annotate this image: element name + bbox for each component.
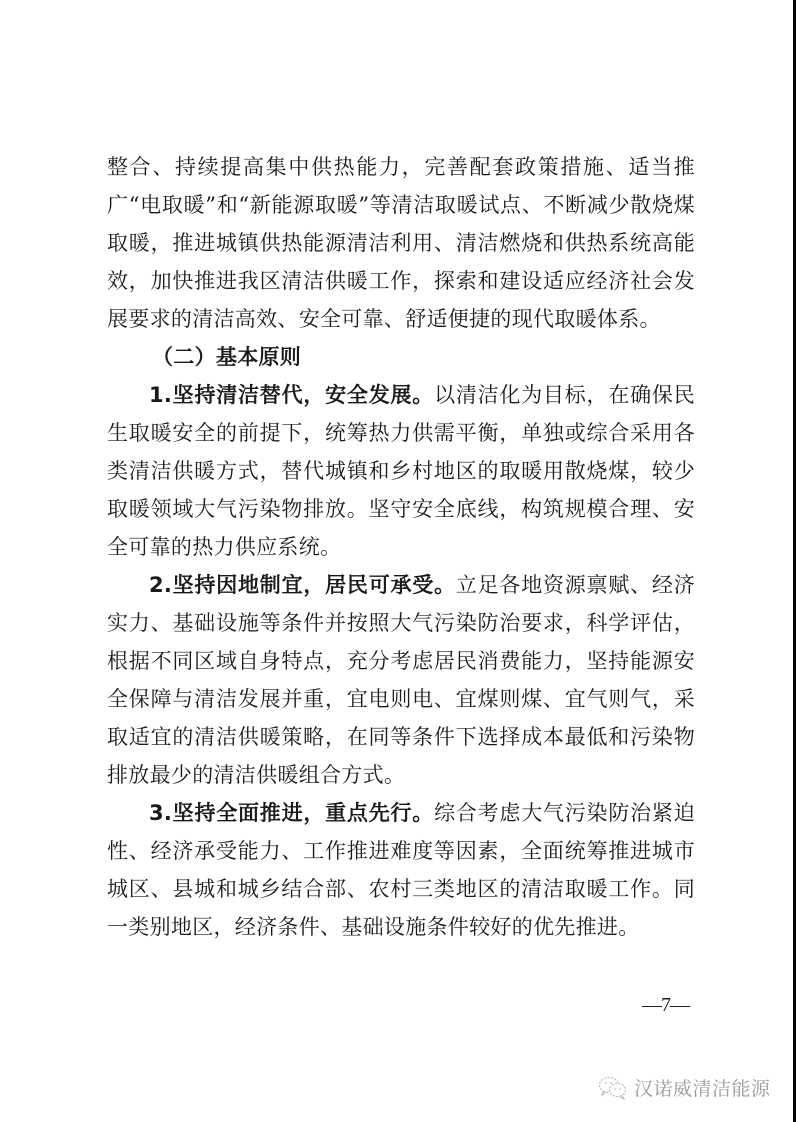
principle-2-text: 立足各地资源禀赋、经济实力、基础设施等条件并按照大气污染防治要求，科学评估，根据不同区域自身特点，充分考虑居民消费能力，坚持能源安全保障与清洁发展并重，宜电则电、宜煤则煤、宜气则气，采取适宜的清洁供暖策略，在同等条件下选择成本最低和污染物排放最少的清洁供暖组合方式。 — [107, 573, 695, 787]
principle-1 — [107, 376, 695, 566]
page-number: —7— — [642, 994, 689, 1016]
principle-1-lead: 1.坚持清洁替代，安全发展。 — [149, 383, 435, 407]
principle-3-lead: 3.坚持全面推进，重点先行。 — [149, 801, 435, 825]
principle-2 — [107, 566, 695, 794]
wechat-icon — [598, 1075, 628, 1101]
principle-1-text: 以清洁化为目标，在确保民生取暖安全的前提下，统筹热力供需平衡，单独或综合采用各类清洁供暖方式，替代城镇和乡村地区的取暖用散烧煤，较少取暖领域大气污染物排放。坚守安全底线，构筑规模合理、安全可靠的热力供应系统。 — [107, 383, 695, 559]
watermark-text: 汉诺威清洁能源 — [634, 1078, 771, 1100]
intro-paragraph: 整合、持续提高集中供热能力，完善配套政策措施、适当推广“电取暖”和“新能源取暖”等清洁取暖试点、不断减少散烧煤取暖，推进城镇供热能源清洁利用、清洁燃烧和供热系统高能效，加快推进我区清洁供暖工作，探索和建设适应经济社会发展要求的清洁高效、安全可靠、舒适便捷的现代取暖体系。 — [107, 155, 695, 331]
principle-3-text: 综合考虑大气污染防治紧迫性、经济承受能力、工作推进难度等因素，全面统筹推进城市城区、县城和城乡结合部、农村三类地区的清洁取暖工作。同一类别地区，经济条件、基础设施条件较好的优先推进。 — [107, 801, 695, 939]
principle-2-lead: 2.坚持因地制宜，居民可承受。 — [149, 573, 456, 597]
document-body — [107, 148, 695, 946]
watermark — [598, 1074, 771, 1101]
section-heading: （二）基本原则 — [152, 345, 302, 369]
principle-3 — [107, 794, 695, 946]
